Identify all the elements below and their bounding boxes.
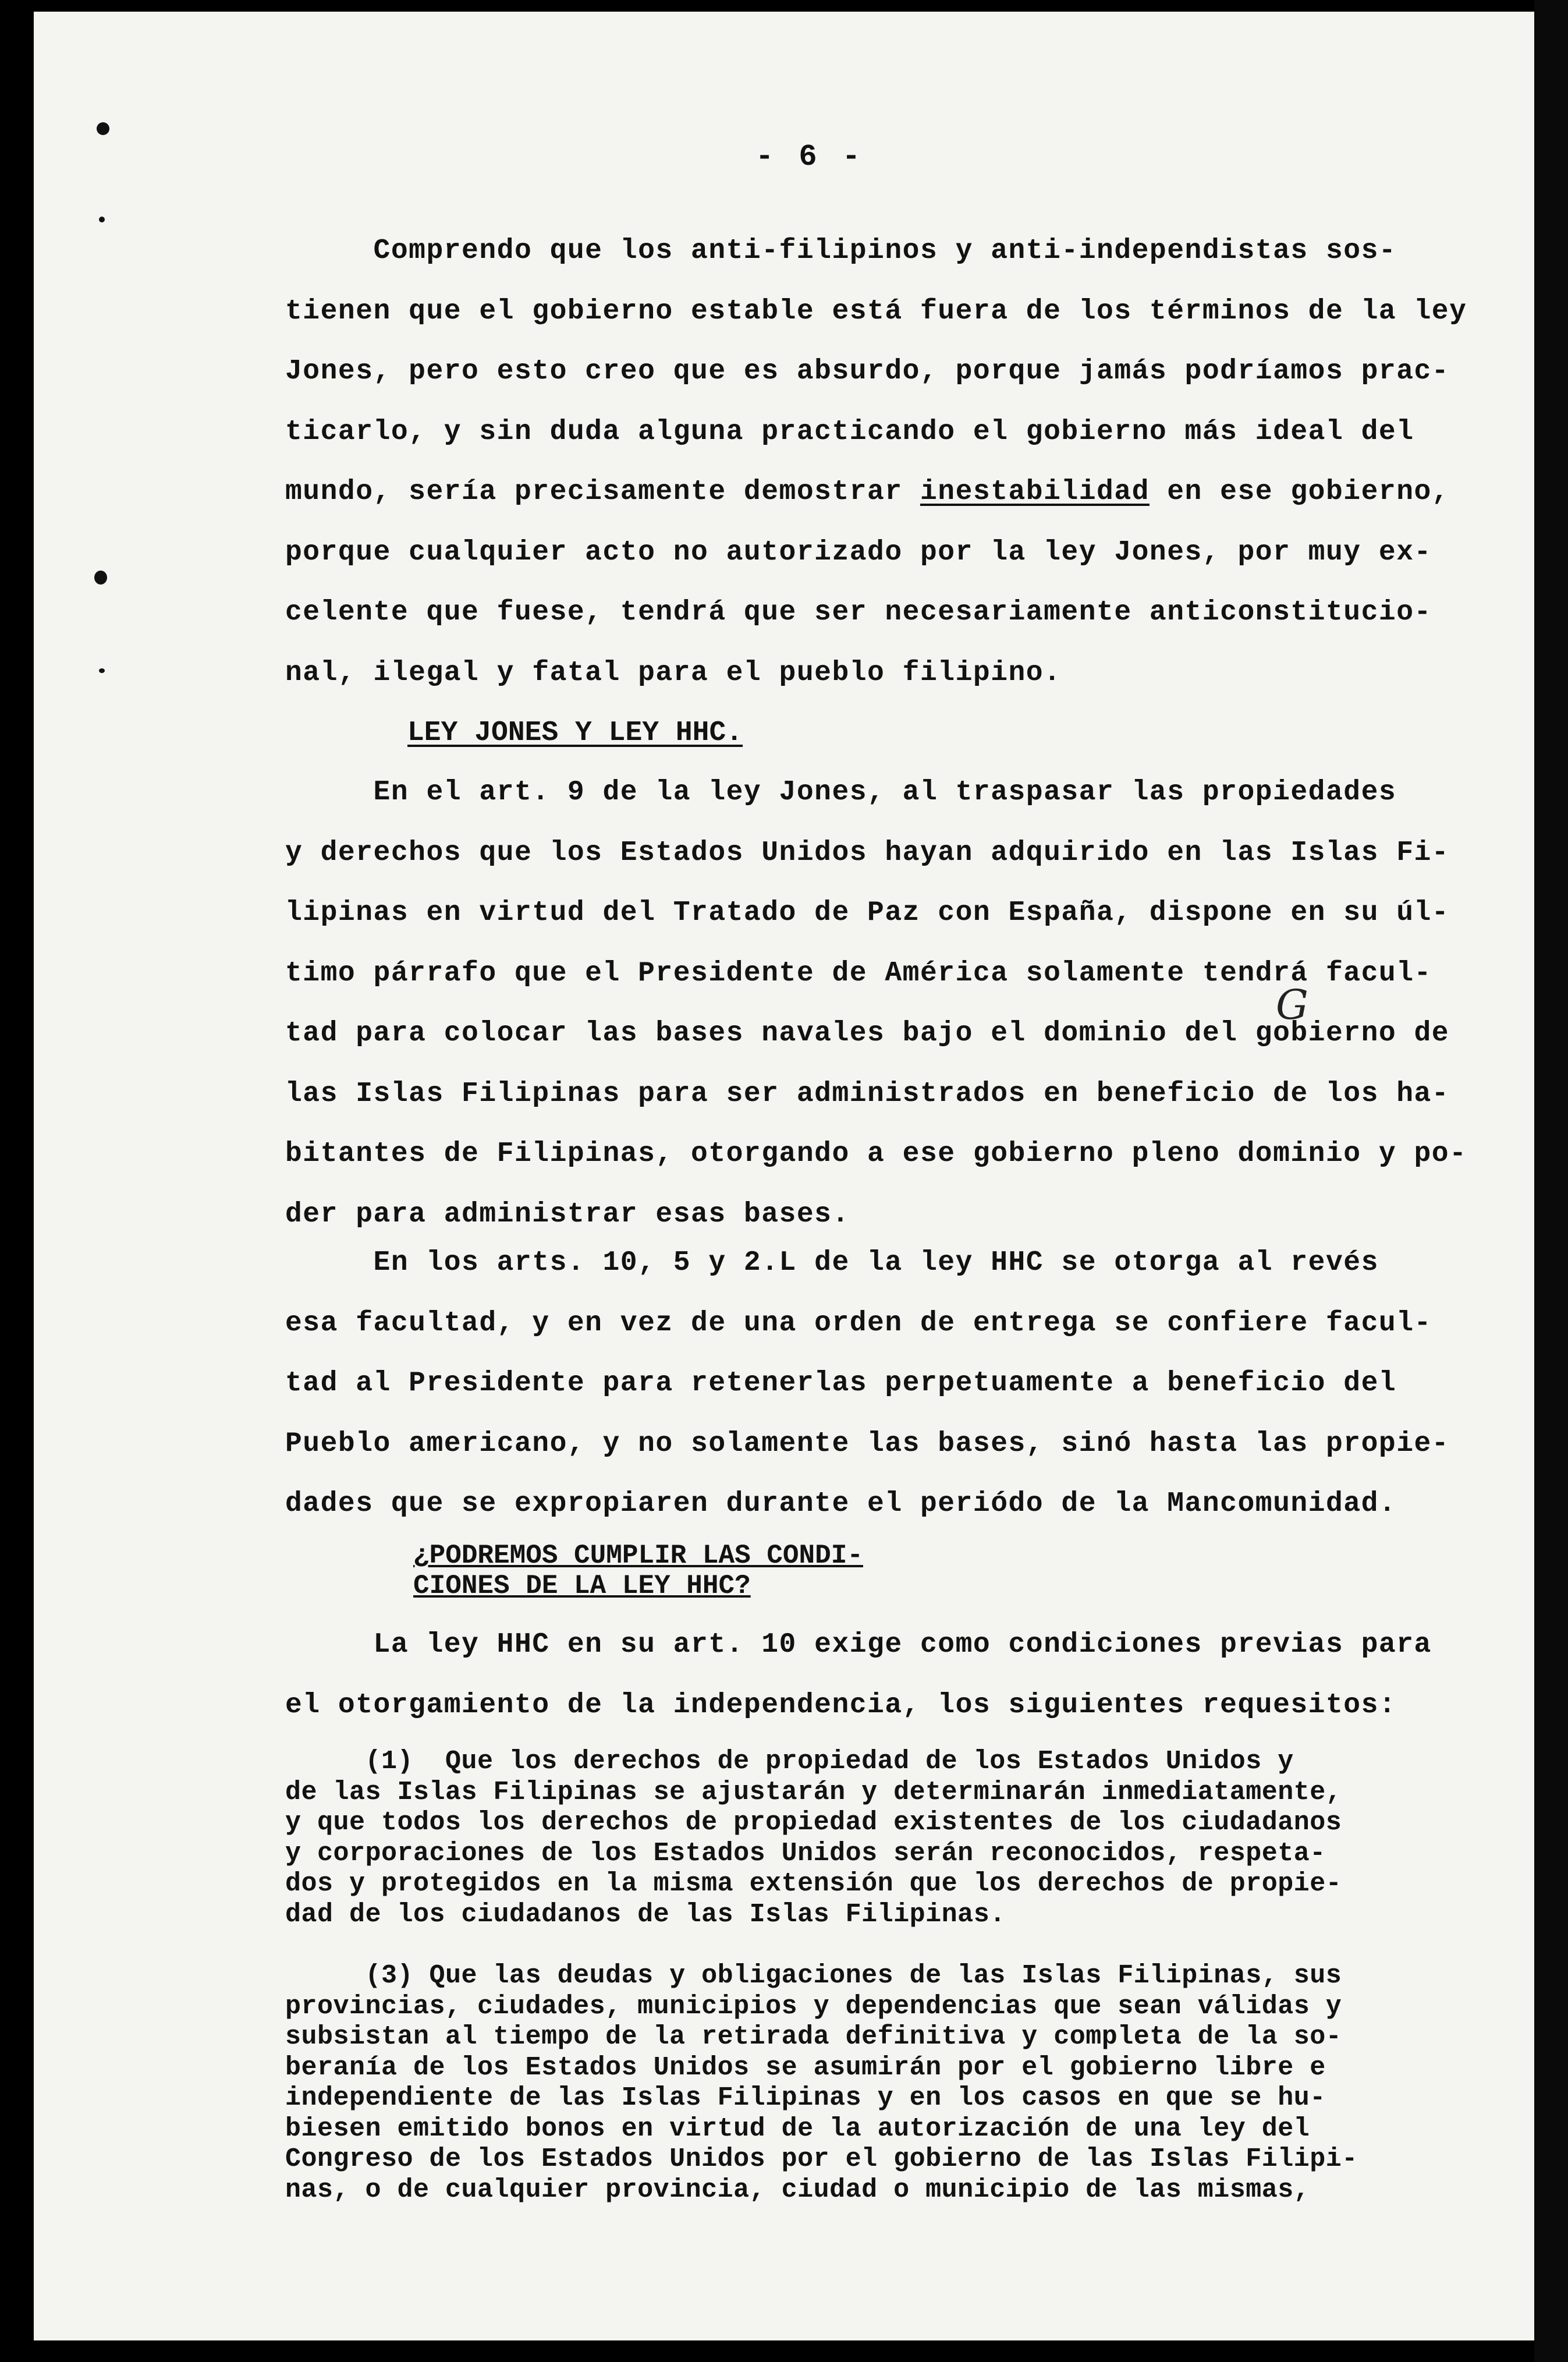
heading-podremos-cumplir [413,1541,863,1601]
text-line: En los arts. 10, 5 y 2.L de la ley HHC se otorga al revés [285,1247,1379,1279]
text-line: tienen que el gobierno estable está fuera de los términos de la ley [285,295,1467,327]
quote-line: biesen emitido bonos en virtud de la autorización de una ley del [285,2113,1310,2144]
text-line: timo párrafo que el Presidente de América solamente tendrá facul- [285,957,1432,989]
scan-border [1534,0,1568,2362]
text-line: En el art. 9 de la ley Jones, al traspasar las propiedades [285,777,1397,808]
quote-line: y corporaciones de los Estados Unidos serán reconocidos, respeta- [285,1838,1326,1868]
text-segment: en ese gobierno, [1149,476,1450,508]
section-heading: LEY JONES Y LEY HHC. [407,717,743,749]
text-line: Comprendo que los anti-filipinos y anti-independistas sos- [285,235,1397,267]
document-page [34,12,1534,2340]
text-line: tad al Presidente para retenerlas perpetuamente a beneficio del [285,1368,1397,1399]
section-heading-line: CIONES DE LA LEY HHC? [413,1571,751,1601]
quote-line: (1) Que los derechos de propiedad de los Estados Unidos y [285,1747,1294,1776]
margin-speck [99,668,105,673]
margin-speck [97,122,109,135]
text-line: La ley HHC en su art. 10 exige como condiciones previas para [285,1629,1432,1660]
text-line: celente que fuese, tendrá que ser necesariamente anticonstitucio- [285,597,1432,628]
text-line: Jones, pero esto creo que es absurdo, porque jamás podríamos prac- [285,356,1450,387]
text-line: esa facultad, y en vez de una orden de entrega se confiere facul- [285,1307,1432,1339]
paragraph-3 [285,1233,1473,1535]
text-line: porque cualquier acto no autorizado por la ley Jones, por muy ex- [285,536,1432,568]
text-line: lipinas en virtud del Tratado de Paz con España, dispone en su úl- [285,897,1450,929]
quote-line: (3) Que las deudas y obligaciones de las Islas Filipinas, sus [285,1961,1342,1991]
text-line: tad para colocar las bases navales bajo el dominio del gobierno de [285,1018,1450,1049]
text-line: nal, ilegal y fatal para el pueblo filipino. [285,657,1062,689]
margin-speck [94,571,107,585]
text-line: y derechos que los Estados Unidos hayan adquirido en las Islas Fi- [285,837,1450,869]
paragraph-1 [285,221,1473,703]
text-line: dades que se expropiaren durante el periódo de la Mancomunidad. [285,1488,1397,1520]
underlined-word: inestabilidad [920,476,1150,508]
text-line: las Islas Filipinas para ser administrados en beneficio de los ha- [285,1078,1450,1110]
quote-line: dad de los ciudadanos de las Islas Filipinas. [285,1899,1006,1929]
text-segment: mundo, sería precisamente demostrar [285,476,920,508]
quoted-condition-3 [285,1961,1490,2205]
page-number: - 6 - [755,140,864,174]
text-line: ticarlo, y sin duda alguna practicando el gobierno más ideal del [285,416,1414,448]
quoted-condition-1 [285,1747,1490,1930]
quote-line: independiente de las Islas Filipinas y en los casos en que se hu- [285,2083,1326,2113]
quote-line: nas, o de cualquier provincia, ciudad o municipio de las mismas, [285,2175,1310,2205]
text-line-with-underline [285,462,1473,523]
quote-line: subsistan al tiempo de la retirada definitiva y completa de la so- [285,2022,1342,2052]
section-heading-line: ¿PODREMOS CUMPLIR LAS CONDI- [413,1541,863,1571]
quote-line: y que todos los derechos de propiedad existentes de los ciudadanos [285,1808,1342,1837]
quote-line: Congreso de los Estados Unidos por el gobierno de las Islas Filipi- [285,2144,1358,2174]
quote-line: provincias, ciudades, municipios y dependencias que sean válidas y [285,1991,1342,2021]
margin-speck [99,217,105,222]
heading-ley-jones [407,703,1534,763]
handwritten-correction: G [1276,981,1308,1029]
quote-line: beranía de los Estados Unidos se asumirán por el gobierno libre e [285,2052,1326,2083]
text-line: Pueblo americano, y no solamente las bases, sinó hasta las propie- [285,1428,1450,1460]
quote-line: dos y protegidos en la misma extensión que los derechos de propie- [285,1869,1342,1899]
text-line: el otorgamiento de la independencia, los siguientes requesitos: [285,1689,1397,1721]
text-line: bitantes de Filipinas, otorgando a ese gobierno pleno dominio y po- [285,1138,1467,1170]
text-line: der para administrar esas bases. [285,1198,850,1230]
paragraph-4 [285,1615,1473,1736]
quote-line: de las Islas Filipinas se ajustarán y determinarán inmediatamente, [285,1777,1342,1807]
